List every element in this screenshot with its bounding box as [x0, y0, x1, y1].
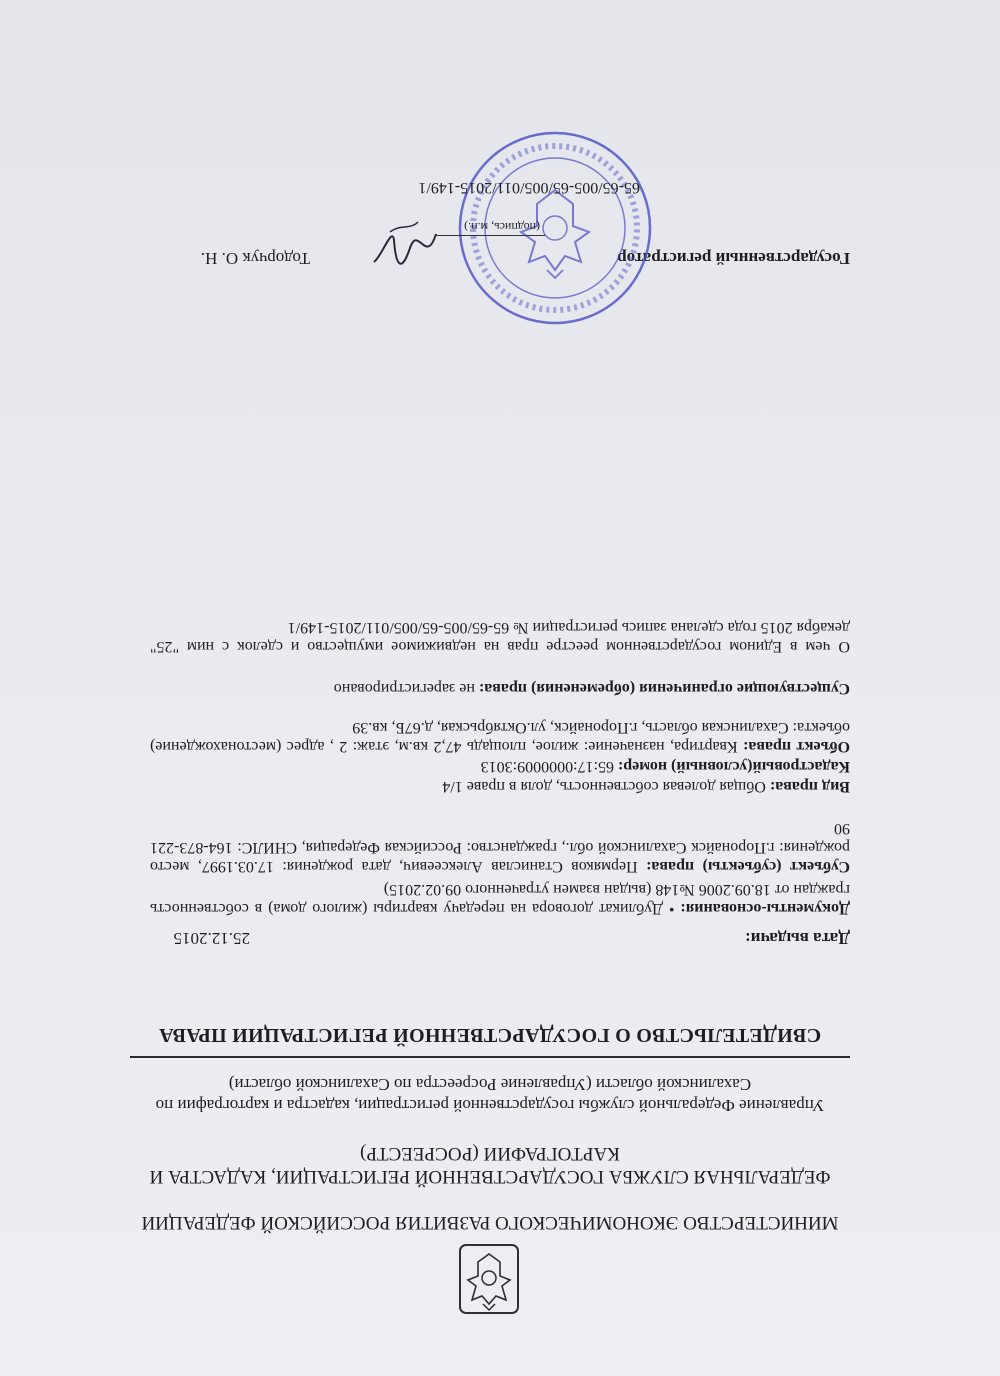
registrar-label: Государственный регистратор — [617, 249, 850, 268]
right-type — [150, 777, 850, 796]
cadastral-number-value: 65:17:0000009:3013 — [480, 758, 614, 775]
property-object-value: Квартира, назначение: жилое, площадь 47,2 кв.м, этаж: 2 , адрес (местонахождение) объекта: Сахалинская область, г.Поронайск, ул.Октябрьская, д.67Б, кв.39 — [149, 719, 850, 755]
header-divider — [130, 1056, 850, 1058]
registration-number: 65-65/005-65/005/011/2015-149/1 — [418, 179, 640, 196]
encumbrances-label: Существующие ограничения (обременения) права: — [478, 680, 850, 697]
issue-date-label: Дата выдачи: — [745, 929, 850, 948]
right-holder — [150, 819, 850, 876]
ministry-name: МИНИСТЕРСТВО ЭКОНОМИЧЕСКОГО РАЗВИТИЯ РОССИЙСКОЙ ФЕДЕРАЦИИ — [141, 1212, 839, 1233]
encumbrances — [150, 679, 850, 698]
coat-of-arms-emblem — [456, 1242, 522, 1316]
property-object — [150, 718, 850, 756]
property-object-label: Объект права: — [742, 738, 850, 755]
cadastral-number-label: Кадастровый(условный) номер: — [617, 758, 850, 775]
basis-documents-label: Документы-основания: — [680, 900, 850, 917]
issue-date-value: 25.12.2015 — [173, 929, 250, 948]
right-type-label: Вид права: — [769, 778, 850, 795]
agency-name: ФЕДЕРАЛЬНАЯ СЛУЖБА ГОСУДАРСТВЕННОЙ РЕГИСТРАЦИИ, КАДАСТРА И КАРТОГРАФИИ (РОСРЕЕСТР) — [149, 1143, 831, 1187]
cadastral-number — [150, 757, 850, 776]
basis-documents-value: • Дубликат договора на передачу квартиры (жилого дома) в собственность граждан от 18.09.2006 №148 (выдан взамен утраченного 09.02.2015) — [150, 881, 850, 917]
certificate-title: СВИДЕТЕЛЬСТВО О ГОСУДАРСТВЕННОЙ РЕГИСТРАЦИИ ПРАВА — [158, 1024, 822, 1046]
regional-office-name: Управление Федеральной службы государственной регистрации, кадастра и картографии по Сахалинской области (Управление Росреестра по Сахалинской области) — [155, 1075, 825, 1115]
right-type-value: Общая долевая собственность, доля в праве 1/4 — [442, 778, 766, 795]
encumbrances-value: не зарегистрировано — [333, 680, 475, 697]
right-holder-value: Пермяков Станислав Алексеевич, дата рождения: 17.03.1997, место рождения: г.Поронайск Сахалинской обл., гражданство: Российская Федерация, СНИЛС: 164-873-221 90 — [149, 820, 850, 875]
right-holder-label: Субъект (субъекты) права: — [646, 858, 850, 875]
handwritten-signature — [370, 216, 440, 276]
registrar-name: Тодорчук О. Н. — [200, 249, 310, 268]
basis-documents — [150, 880, 850, 918]
registry-record: О чем в Едином государственном реестре прав на недвижимое имущество и сделок с ним "25" декабря 2015 года сделана запись регистрации № 65-65/005-65/005/011/2015-149/1 — [150, 619, 850, 655]
signature-line — [435, 235, 545, 236]
signature-caption: (подпись, м.п.) — [464, 220, 540, 234]
